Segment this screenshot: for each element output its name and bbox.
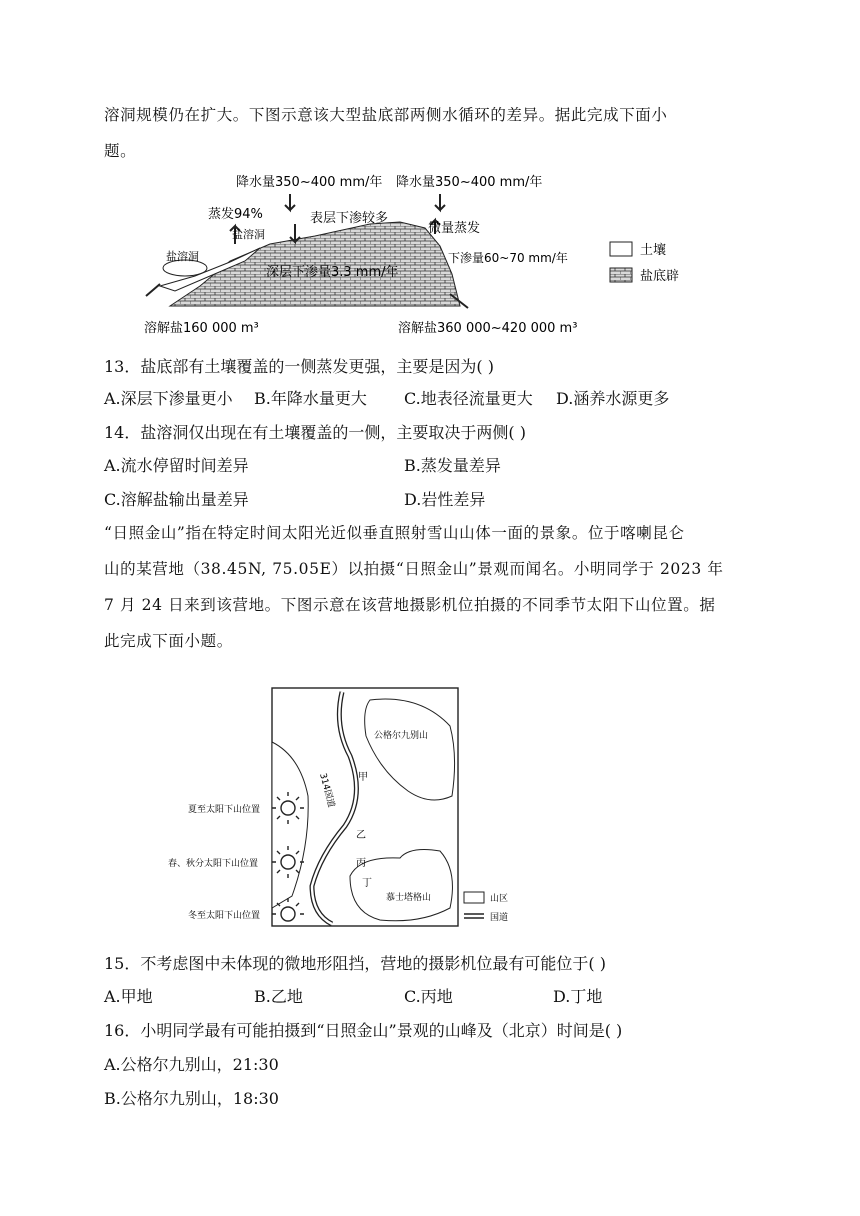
q13-option-a: A.深层下渗量更小 xyxy=(104,389,233,408)
precip-left-label: 降水量350~400 mm/年 xyxy=(236,175,383,190)
seep-right-label: 下渗量60~70 mm/年 xyxy=(448,251,568,265)
sunset-map-figure xyxy=(160,686,540,932)
precip-right-label: 降水量350~400 mm/年 xyxy=(396,175,543,190)
legend-mountain-label: 山区 xyxy=(490,894,509,904)
intro-text-line: 7 月 24 日来到该营地。下图示意在该营地摄影机位拍摄的不同季节太阳下山位置。据 xyxy=(104,596,716,614)
legend-road-swatch xyxy=(464,914,484,918)
q14-option-b: B.蒸发量差异 xyxy=(404,456,501,475)
dissolved-right-label: 溶解盐360 000~420 000 m³ xyxy=(398,321,578,336)
legend-soil-label: 土壤 xyxy=(640,243,667,258)
legend-diapir-swatch xyxy=(610,268,632,282)
evap-label: 蒸发94% xyxy=(208,207,263,222)
intro-text-line: 山的某营地（38.45N, 75.05E）以拍摄“日照金山”景观而闻名。小明同学于 2023 年 xyxy=(104,560,724,578)
sun-summer-label: 夏至太阳下山位置 xyxy=(188,805,261,815)
q15-option-d: D.丁地 xyxy=(553,987,603,1006)
sun-winter-label: 冬至太阳下山位置 xyxy=(188,911,261,921)
salt-diapir-body xyxy=(170,222,460,306)
cave-small-label: 盐溶洞 xyxy=(232,228,265,241)
q14-option-a: A.流水停留时间差异 xyxy=(104,456,249,475)
legend-diapir-label: 盐底辟 xyxy=(640,269,680,284)
surface-seep-label: 表层下渗较多 xyxy=(310,211,389,226)
cave-left-label: 盐溶洞 xyxy=(166,250,199,263)
precip-arrow-right xyxy=(435,194,445,210)
point-bing: 丙 xyxy=(356,858,366,869)
micro-evap-label: 微量蒸发 xyxy=(428,221,481,236)
point-ding: 丁 xyxy=(362,878,372,889)
dissolved-left-label: 溶解盐160 000 m³ xyxy=(144,321,259,336)
question-15-stem: 15．不考虑图中未体现的微地形阻挡，营地的摄影机位最有可能位于( ) xyxy=(104,954,606,973)
legend-soil-swatch xyxy=(610,242,632,256)
question-16-stem: 16．小明同学最有可能拍摄到“日照金山”景观的山峰及（北京）时间是( ) xyxy=(104,1021,623,1040)
q14-option-c: C.溶解盐输出量差异 xyxy=(104,490,249,509)
outflow-arrow-left xyxy=(146,284,160,296)
deep-seep-label: 深层下渗量3.3 mm/年 xyxy=(266,265,399,280)
question-13-stem: 13．盐底部有土壤覆盖的一侧蒸发更强，主要是因为( ) xyxy=(104,357,494,376)
legend-mountain-swatch xyxy=(464,892,484,903)
intro-text-line: 此完成下面小题。 xyxy=(104,632,233,650)
precip-arrow-left xyxy=(285,194,295,210)
q16-option-b: B.公格尔九别山，18:30 xyxy=(104,1089,279,1108)
q13-option-b: B.年降水量更大 xyxy=(254,389,367,408)
q14-option-d: D.岩性差异 xyxy=(404,490,486,509)
legend-road-label: 国道 xyxy=(490,913,509,923)
q16-option-a: A.公格尔九别山，21:30 xyxy=(104,1055,279,1074)
kongur-label: 公格尔九别山 xyxy=(374,731,429,741)
q15-option-a: A.甲地 xyxy=(104,987,153,1006)
q15-option-b: B.乙地 xyxy=(254,987,303,1006)
q13-option-d: D.涵养水源更多 xyxy=(556,389,670,408)
road-label: 314国道 xyxy=(317,772,336,809)
point-yi: 乙 xyxy=(356,830,366,841)
salt-diapir-figure xyxy=(140,166,720,338)
sun-equinox-label: 春、秋分太阳下山位置 xyxy=(168,859,259,869)
seep-arrow xyxy=(290,224,300,242)
intro-text-line: 溶洞规模仍在扩大。下图示意该大型盐底部两侧水循环的差异。据此完成下面小 xyxy=(104,106,668,124)
muztagh-label: 慕士塔格山 xyxy=(386,893,432,903)
question-14-stem: 14．盐溶洞仅出现在有土壤覆盖的一侧，主要取决于两侧( ) xyxy=(104,423,526,442)
intro-text-line: “日照金山”指在特定时间太阳光近似垂直照射雪山山体一面的景象。位于喀喇昆仑 xyxy=(104,524,685,542)
q13-option-c: C.地表径流量更大 xyxy=(404,389,533,408)
point-jia: 甲 xyxy=(358,772,368,783)
q15-option-c: C.丙地 xyxy=(404,987,453,1006)
intro-text-line: 题。 xyxy=(104,142,137,160)
